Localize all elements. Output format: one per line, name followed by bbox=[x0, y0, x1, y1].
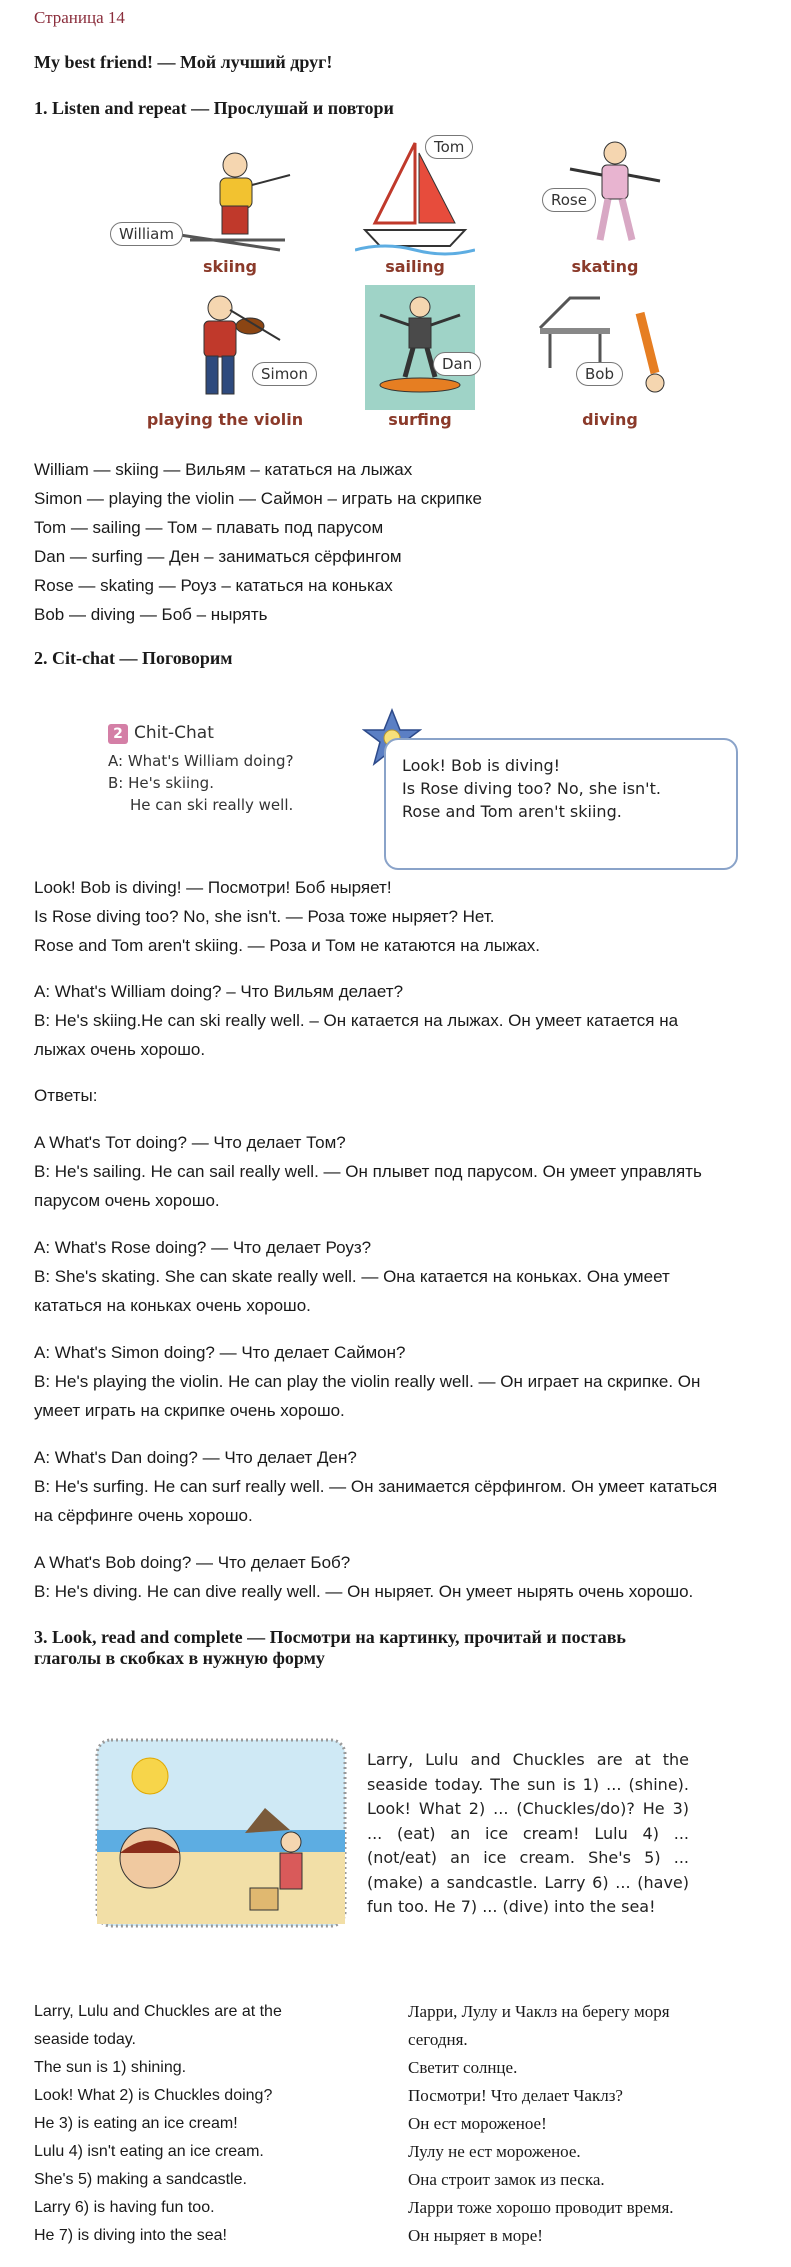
dialogue-bubble bbox=[384, 738, 738, 870]
section-1-translation-list bbox=[34, 455, 764, 629]
list-item: William — skiing — Вильям – кататься на лыжах bbox=[34, 460, 413, 479]
answer-line: A What's Bob doing? — Что делает Боб? bbox=[34, 1553, 351, 1572]
name-label-bob: Bob bbox=[576, 362, 623, 386]
chit-chat-line-b: B: He's skiing. bbox=[108, 774, 214, 792]
example-line: B: He's skiing.He can ski really well. – Он катается на лыжах. Он умеет катается на bbox=[34, 1011, 679, 1030]
answer-line: A: What's Rose doing? — Что делает Роуз? bbox=[34, 1238, 372, 1257]
violinist-illustration bbox=[170, 290, 290, 410]
diver-illustration bbox=[530, 288, 680, 408]
english-line: He 3) is eating an ice cream! bbox=[34, 2115, 238, 2132]
example-line: A: What's William doing? – Что Вильям делает? bbox=[34, 982, 404, 1001]
example-line: лыжах очень хорошо. bbox=[34, 1040, 206, 1059]
answer-line: умеет играть на скрипке очень хорошо. bbox=[34, 1401, 345, 1420]
chit-chat-badge: 2 bbox=[108, 724, 128, 744]
answer-block-simon bbox=[34, 1338, 764, 1425]
list-item: Simon — playing the violin — Саймон – играть на скрипке bbox=[34, 489, 482, 508]
name-label-simon: Simon bbox=[252, 362, 317, 386]
english-line: Larry, Lulu and Chuckles are at the bbox=[34, 2003, 282, 2020]
russian-line: Она строит замок из песка. bbox=[408, 2170, 605, 2189]
answer-english-column bbox=[34, 1998, 282, 2250]
answer-block-tom bbox=[34, 1128, 764, 1215]
chit-chat-box bbox=[108, 722, 348, 816]
example-dialogue bbox=[34, 977, 764, 1064]
english-line: seaside today. bbox=[34, 2031, 136, 2048]
answers-label bbox=[34, 1081, 764, 1110]
russian-line: Светит солнце. bbox=[408, 2058, 518, 2077]
english-line: Look! What 2) is Chuckles doing? bbox=[34, 2087, 273, 2104]
answer-line: на сёрфинге очень хорошо. bbox=[34, 1506, 253, 1525]
answer-line: B: He's diving. He can dive really well. — Он ныряет. Он умеет нырять очень хорошо. bbox=[34, 1582, 694, 1601]
seaside-illustration bbox=[95, 1738, 347, 1928]
russian-line: сегодня. bbox=[408, 2030, 468, 2049]
page-label: Страница 14 bbox=[34, 8, 125, 27]
list-item: Rose — skating — Роуз – кататься на коньках bbox=[34, 576, 393, 595]
caption-skating: skating bbox=[571, 257, 639, 276]
english-line: The sun is 1) shining. bbox=[34, 2059, 187, 2076]
answer-line: B: She's skating. She can skate really well. — Она катается на коньках. Она умеет bbox=[34, 1267, 670, 1286]
list-item: Tom — sailing — Том – плавать под парусом bbox=[34, 518, 384, 537]
section-1-heading: 1. Listen and repeat — Прослушай и повтори bbox=[34, 98, 394, 118]
answer-russian-column bbox=[408, 1998, 674, 2250]
exercise-text: Larry, Lulu and Chuckles are at the seaside today. The sun is 1) ... (shine). Look! What 2) ... (Chuckles/do)? He 3) ... (eat) an ice cream! Lulu 4) ... (not/eat) an ice cream. She's 5) ... (make) a sandcastle. Larry 6) ... (have) fun too. He 7) ... (dive) into the sea! bbox=[367, 1750, 689, 1916]
surfer-illustration bbox=[365, 285, 475, 410]
answer-line: A What's Тот doing? — Что делает Том? bbox=[34, 1133, 346, 1152]
russian-line: Ларри, Лулу и Чаклз на берегу моря bbox=[408, 2002, 670, 2021]
skier-illustration bbox=[160, 140, 300, 260]
name-label-dan: Dan bbox=[433, 352, 481, 376]
section-2-heading: 2. Cit-chat — Поговорим bbox=[34, 648, 233, 668]
caption-diving: diving bbox=[582, 410, 638, 429]
section-3-heading bbox=[34, 1627, 626, 1669]
caption-playing-the-violin: playing the violin bbox=[146, 410, 304, 429]
bubble-line-3: Rose and Tom aren't skiing. bbox=[402, 802, 622, 821]
answer-line: B: He's sailing. He can sail really well. — Он плывет под парусом. Он умеет управлять bbox=[34, 1162, 702, 1181]
english-line: She's 5) making a sandcastle. bbox=[34, 2171, 247, 2188]
answer-line: B: He's playing the violin. He can play the violin really well. — Он играет на скрипке. Он bbox=[34, 1372, 701, 1391]
activities-illustration bbox=[100, 130, 700, 435]
list-item: Bob — diving — Боб – нырять bbox=[34, 605, 268, 624]
translation-line: Rose and Tom aren't skiing. — Роза и Том не катаются на лыжах. bbox=[34, 936, 541, 955]
section-3-heading-line-2: глаголы в скобках в нужную форму bbox=[34, 1648, 325, 1668]
caption-surfing: surfing bbox=[388, 410, 452, 429]
answer-line: A: What's Dan doing? — Что делает Ден? bbox=[34, 1448, 357, 1467]
name-label-tom: Tom bbox=[425, 135, 473, 159]
translation-line: Is Rose diving too? No, she isn't. — Роза тоже ныряет? Нет. bbox=[34, 907, 495, 926]
bubble-line-2: Is Rose diving too? No, she isn't. bbox=[402, 779, 661, 798]
bubble-line-1: Look! Bob is diving! bbox=[402, 756, 561, 775]
name-label-william: William bbox=[110, 222, 183, 246]
english-line: He 7) is diving into the sea! bbox=[34, 2227, 227, 2244]
russian-line: Посмотри! Что делает Чаклз? bbox=[408, 2086, 623, 2105]
chit-chat-line-c: He can ski really well. bbox=[130, 796, 294, 814]
russian-line: Лулу не ест мороженое. bbox=[408, 2142, 581, 2161]
russian-line: Ларри тоже хорошо проводит время. bbox=[408, 2198, 674, 2217]
list-item: Dan — surfing — Ден – заниматься сёрфингом bbox=[34, 547, 402, 566]
answer-line: кататься на коньках очень хорошо. bbox=[34, 1296, 311, 1315]
russian-line: Он ест мороженое! bbox=[408, 2114, 547, 2133]
bubble-translation bbox=[34, 873, 764, 960]
answer-block-dan bbox=[34, 1443, 764, 1530]
name-label-rose: Rose bbox=[542, 188, 596, 212]
caption-skiing: skiing bbox=[203, 257, 257, 276]
english-line: Lulu 4) isn't eating an ice cream. bbox=[34, 2143, 264, 2160]
chit-chat-line-a: A: What's William doing? bbox=[108, 752, 294, 770]
caption-sailing: sailing bbox=[385, 257, 445, 276]
answer-line: парусом очень хорошо. bbox=[34, 1191, 220, 1210]
english-line: Larry 6) is having fun too. bbox=[34, 2199, 215, 2216]
chit-chat-title: Chit-Chat bbox=[134, 723, 214, 743]
answer-line: B: He's surfing. He can surf really well. — Он занимается сёрфингом. Он умеет кататься bbox=[34, 1477, 718, 1496]
russian-line: Он ныряет в море! bbox=[408, 2226, 543, 2245]
answers-label-text: Ответы: bbox=[34, 1086, 98, 1105]
answer-line: A: What's Simon doing? — Что делает Саймон? bbox=[34, 1343, 406, 1362]
translation-line: Look! Bob is diving! — Посмотри! Боб ныряет! bbox=[34, 878, 392, 897]
section-3-heading-line-1: 3. Look, read and complete — Посмотри на картинку, прочитай и поставь bbox=[34, 1627, 626, 1647]
page-title: My best friend! — Мой лучший друг! bbox=[34, 52, 333, 72]
answer-block-bob bbox=[34, 1548, 764, 1606]
answer-block-rose bbox=[34, 1233, 764, 1320]
